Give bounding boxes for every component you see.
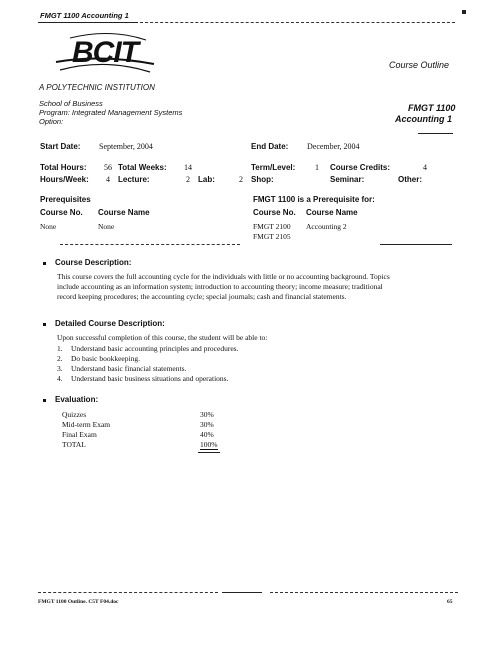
header-rule (38, 22, 138, 23)
outcome-item: 4. Understand basic business situations and operations. (57, 374, 229, 383)
evaluation-row: TOTAL 100% (62, 440, 218, 449)
detailed-description-heading: Detailed Course Description: (55, 319, 165, 328)
prereq-for-row-no: FMGT 2100 (253, 222, 291, 231)
section-dashed-rule (60, 244, 240, 245)
start-date-label: Start Date: (40, 142, 81, 151)
hours-week-label: Hours/Week: (40, 175, 89, 184)
total-weeks-label: Total Weeks: (118, 163, 167, 172)
hours-week-value: 4 (106, 175, 110, 184)
lab-value: 2 (239, 175, 243, 184)
term-level-value: 1 (315, 163, 319, 172)
detailed-intro: Upon successful completion of this course, the student will be able to: (57, 333, 268, 342)
end-date-value: December, 2004 (307, 142, 360, 151)
program-name: Program: Integrated Management Systems (39, 108, 183, 117)
institution-tagline: A POLYTECHNIC INSTITUTION (39, 83, 155, 92)
lecture-value: 2 (186, 175, 190, 184)
end-date-label: End Date: (251, 142, 289, 151)
term-level-label: Term/Level: (251, 163, 296, 172)
course-credits-label: Course Credits: (330, 163, 391, 172)
lab-label: Lab: (198, 175, 215, 184)
evaluation-row: Mid-term Exam 30% (62, 420, 214, 429)
prereq-for-heading: FMGT 1100 is a Prerequisite for: (253, 195, 375, 204)
footer-dashed-rule (270, 592, 458, 593)
prereq-for-row-name: Accounting 2 (306, 222, 347, 231)
footer-dashed-rule (38, 592, 218, 593)
header-dashed-rule (140, 22, 455, 23)
other-label: Other: (398, 175, 422, 184)
option-label: Option: (39, 117, 64, 126)
total-hours-label: Total Hours: (40, 163, 87, 172)
outcome-item: 1. Understand basic accounting principles and procedures. (57, 344, 239, 353)
course-outline-label: Course Outline (389, 60, 450, 70)
prereq-for-col-course-no: Course No. (253, 208, 296, 217)
description-line: This course covers the full accounting cycle for the individuals with little or no accounting background. Topics (57, 272, 390, 281)
prereq-for-col-course-name: Course Name (306, 208, 358, 217)
course-name: Accounting 1 (395, 114, 453, 124)
prerequisites-heading: Prerequisites (40, 195, 91, 204)
course-code: FMGT 1100 (408, 103, 456, 113)
section-rule (380, 244, 452, 245)
header-bottom-rule (418, 133, 453, 134)
footer-rule (222, 592, 262, 593)
total-double-underline (198, 452, 220, 453)
evaluation-table (62, 410, 218, 450)
bullet-icon (43, 323, 46, 326)
course-credits-value: 4 (423, 163, 427, 172)
footer-page-number: 65 (447, 599, 453, 605)
course-description-heading: Course Description: (55, 258, 132, 267)
seminar-label: Seminar: (330, 175, 365, 184)
prereq-for-row-no: FMGT 2105 (253, 232, 291, 241)
bullet-icon (43, 262, 46, 265)
bullet-icon (43, 399, 46, 402)
prereq-col-course-no: Course No. (40, 208, 83, 217)
outcome-item: 2. Do basic bookkeeping. (57, 354, 140, 363)
description-line: include accounting as an information system; introduction to accounting theory; income measure; traditional (57, 282, 383, 291)
prereq-col-course-name: Course Name (98, 208, 150, 217)
description-line: record keeping procedures; the accounting cycle; special journals; cash and financial statements. (57, 292, 347, 301)
start-date-value: September, 2004 (99, 142, 153, 151)
course-description-text (57, 272, 467, 302)
shop-label: Shop: (251, 175, 274, 184)
bcit-logo (50, 28, 158, 80)
prereq-row-no: None (40, 222, 57, 231)
outcomes-list (57, 344, 238, 384)
total-weeks-value: 14 (184, 163, 192, 172)
evaluation-heading: Evaluation: (55, 395, 99, 404)
footer-filename: FMGT 1100 Outline. C5T F04.doc (38, 599, 119, 605)
total-hours-value: 56 (104, 163, 112, 172)
evaluation-row: Final Exam 40% (62, 430, 214, 439)
lecture-label: Lecture: (118, 175, 150, 184)
prereq-row-name: None (98, 222, 115, 231)
logo-text: BCIT (72, 36, 138, 69)
evaluation-row: Quizzes 30% (62, 410, 214, 419)
corner-mark (462, 10, 466, 14)
document-title: FMGT 1100 Accounting 1 (40, 11, 129, 20)
outcome-item: 3. Understand basic financial statements. (57, 364, 187, 373)
school-name: School of Business (39, 99, 103, 108)
